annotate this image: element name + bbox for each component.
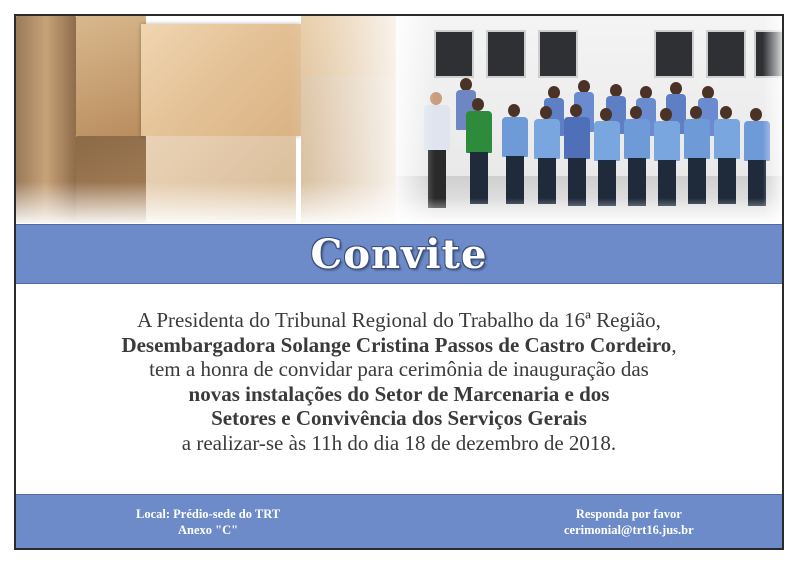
header-image — [16, 16, 782, 223]
body-line-5: Setores e Convivência dos Serviços Gerais — [211, 406, 587, 430]
body-line-6: a realizar-se às 11h do dia 18 de dezembro de 2018. — [181, 430, 617, 455]
honoree-suffix: , — [671, 332, 677, 357]
invitation-card — [14, 14, 784, 550]
body-line-2 — [16, 333, 782, 358]
honoree-name: Desembargadora Solange Cristina Passos de Castro Cordeiro — [121, 332, 672, 357]
body-line-3: tem a honra de convidar para cerimônia de inauguração das — [149, 357, 649, 381]
invitation-title: Convite — [310, 230, 488, 278]
footer-band — [16, 494, 782, 549]
rsvp-line-1: Responda por favor — [575, 507, 682, 521]
body-line-4: novas instalações do Setor de Marcenaria e dos — [188, 381, 610, 406]
title-band — [16, 224, 782, 284]
rsvp-block — [564, 506, 694, 538]
location-line-2: Anexo "C" — [178, 523, 239, 537]
team-photo — [396, 16, 782, 223]
wood-samples-image — [16, 16, 406, 223]
invitation-body — [16, 308, 782, 455]
body-line-1: A Presidenta do Tribunal Regional do Trabalho da 16ª Região, — [137, 308, 661, 332]
rsvp-email[interactable]: cerimonial@trt16.jus.br — [564, 523, 694, 537]
location-line-1: Local: Prédio-sede do TRT — [136, 507, 281, 521]
location-block — [136, 506, 280, 538]
